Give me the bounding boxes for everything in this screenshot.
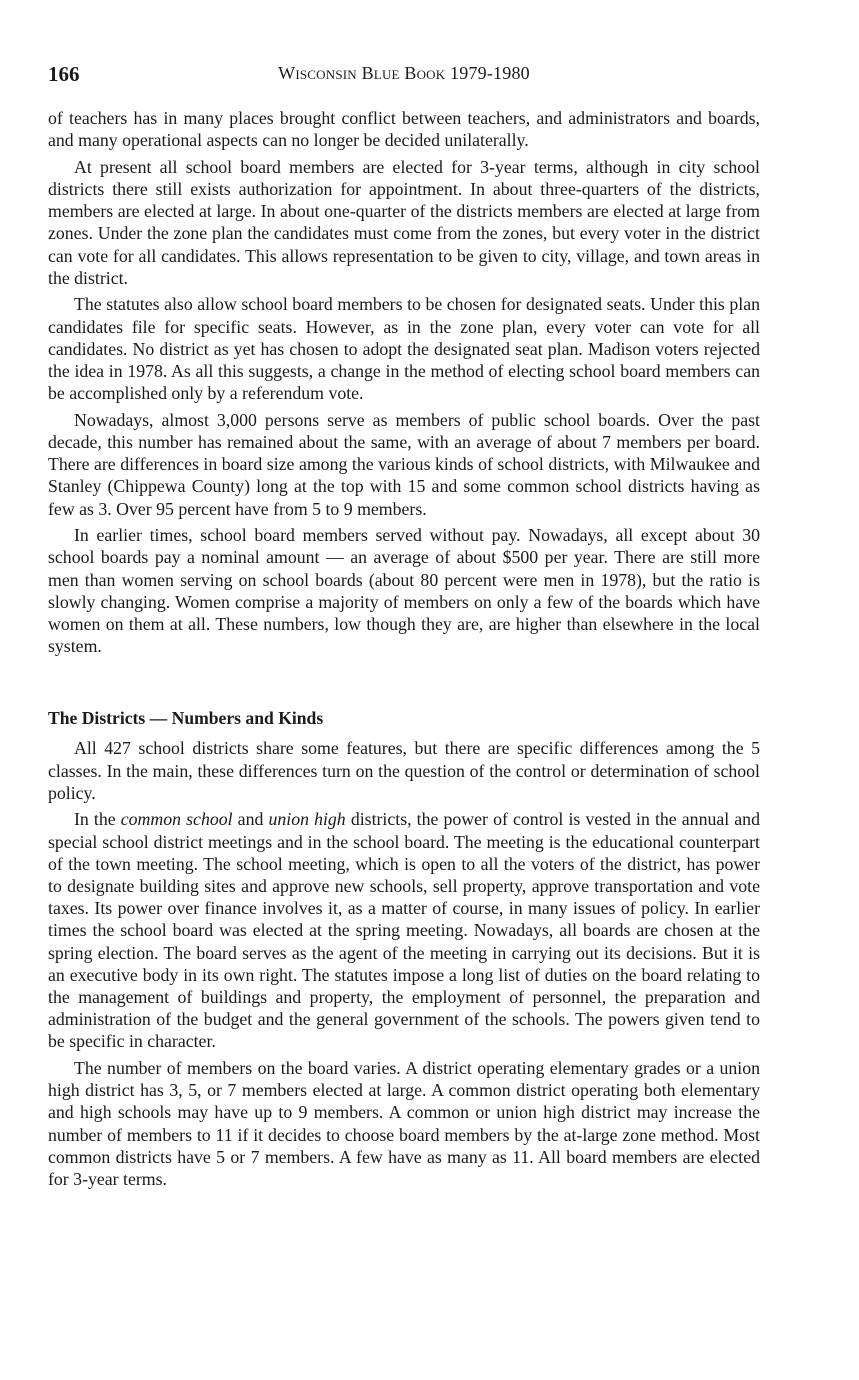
paragraph-continued: of teachers has in many places brought conflict between teachers, and administrators and boards, and many operational aspects can no longer be decided unilaterally. [48,108,760,151]
paragraph-election-terms: At present all school board members are elected for 3-year terms, although in city school districts there still exists authorization for appointment. In about three-quarters of the districts, members are elected at large. In about one-quarter of the districts members are elected at large from zones. Under the zone plan the candidates must come from the zones, but every voter in the district can vote for all candidates. This allows representation to be given to city, village, and town areas in the district. [48,156,760,288]
paragraph-board-size: Nowadays, almost 3,000 persons serve as members of public school boards. Over the past decade, this number has remained about the same, with an average of about 7 members per board. There are differences in board size among the various kinds of school districts, with Milwaukee and Stanley (Chippewa County) long at the top with 15 and some common school districts having as few as 3. Over 95 percent have from 5 to 9 members. [48,409,760,519]
running-title: Wisconsin Blue Book 1979-1980 [278,63,530,83]
paragraph-board-pay: In earlier times, school board members served without pay. Nowadays, all except about 30 school boards pay a nominal amount — an average of about $500 per year. There are still more men than women serving on school boards (about 80 percent were men in 1978), but the ratio is slowly changing. Women comprise a majority of members on only a few of the boards which have women on them at all. These numbers, low though they are, are higher than elsewhere in the local system. [48,525,760,657]
paragraph-district-features: All 427 school districts share some features, but there are specific differences among the 5 classes. In the main, these differences turn on the question of the control or determination of school policy. [48,738,760,803]
paragraph-designated-seats: The statutes also allow school board members to be chosen for designated seats. Under this plan candidates file for specific seats. However, as in the zone plan, every voter can vote for all candidates. No district as yet has chosen to adopt the designated seat plan. Madison voters rejected the idea in 1978. As all this suggests, a change in the method of electing school board members can be accomplished only by a referendum vote. [48,294,760,404]
page-header [48,62,760,86]
paragraph-control-vested [48,808,760,1052]
text-fragment: In the [74,809,121,830]
page-content [48,107,760,1195]
text-fragment: districts, the power of control is vested in the annual and special school district meetings and in the school board. The meeting is the educational counterpart of the town meeting. The school meeting, which is open to all the voters of the district, has power to designate building sites and approve new schools, sell property, approve transportation and vote taxes. Its power over finance involves it, as a matter of course, in many issues of policy. In earlier times the school board was elected at the spring meeting. Nowadays, all boards are chosen at the spring election. The board serves as the agent of the meeting in carrying out its decisions. But it is an executive body in its own right. The statutes impose a long list of duties on the board relating to the management of buildings and property, the employment of personnel, the preparation and administration of the budget and the general government of the schools. The powers given tend to be specific in character. [48,809,760,1052]
page-number: 166 [48,62,80,86]
emphasis-union-high: union high [268,809,346,830]
emphasis-common-school: common school [120,809,233,830]
section-heading: The Districts — Numbers and Kinds [48,708,324,729]
paragraph-member-count: The number of members on the board varies. A district operating elementary grades or a union high district has 3, 5, or 7 members elected at large. A common district operating both elementary and high schools may have up to 9 members. A common or union high district may increase the number of members to 11 if it decides to choose board members by the at-large zone method. Most common districts have 5 or 7 members. A few have as many as 11. All board members are elected for 3-year terms. [48,1058,760,1190]
text-fragment: and [232,809,269,830]
